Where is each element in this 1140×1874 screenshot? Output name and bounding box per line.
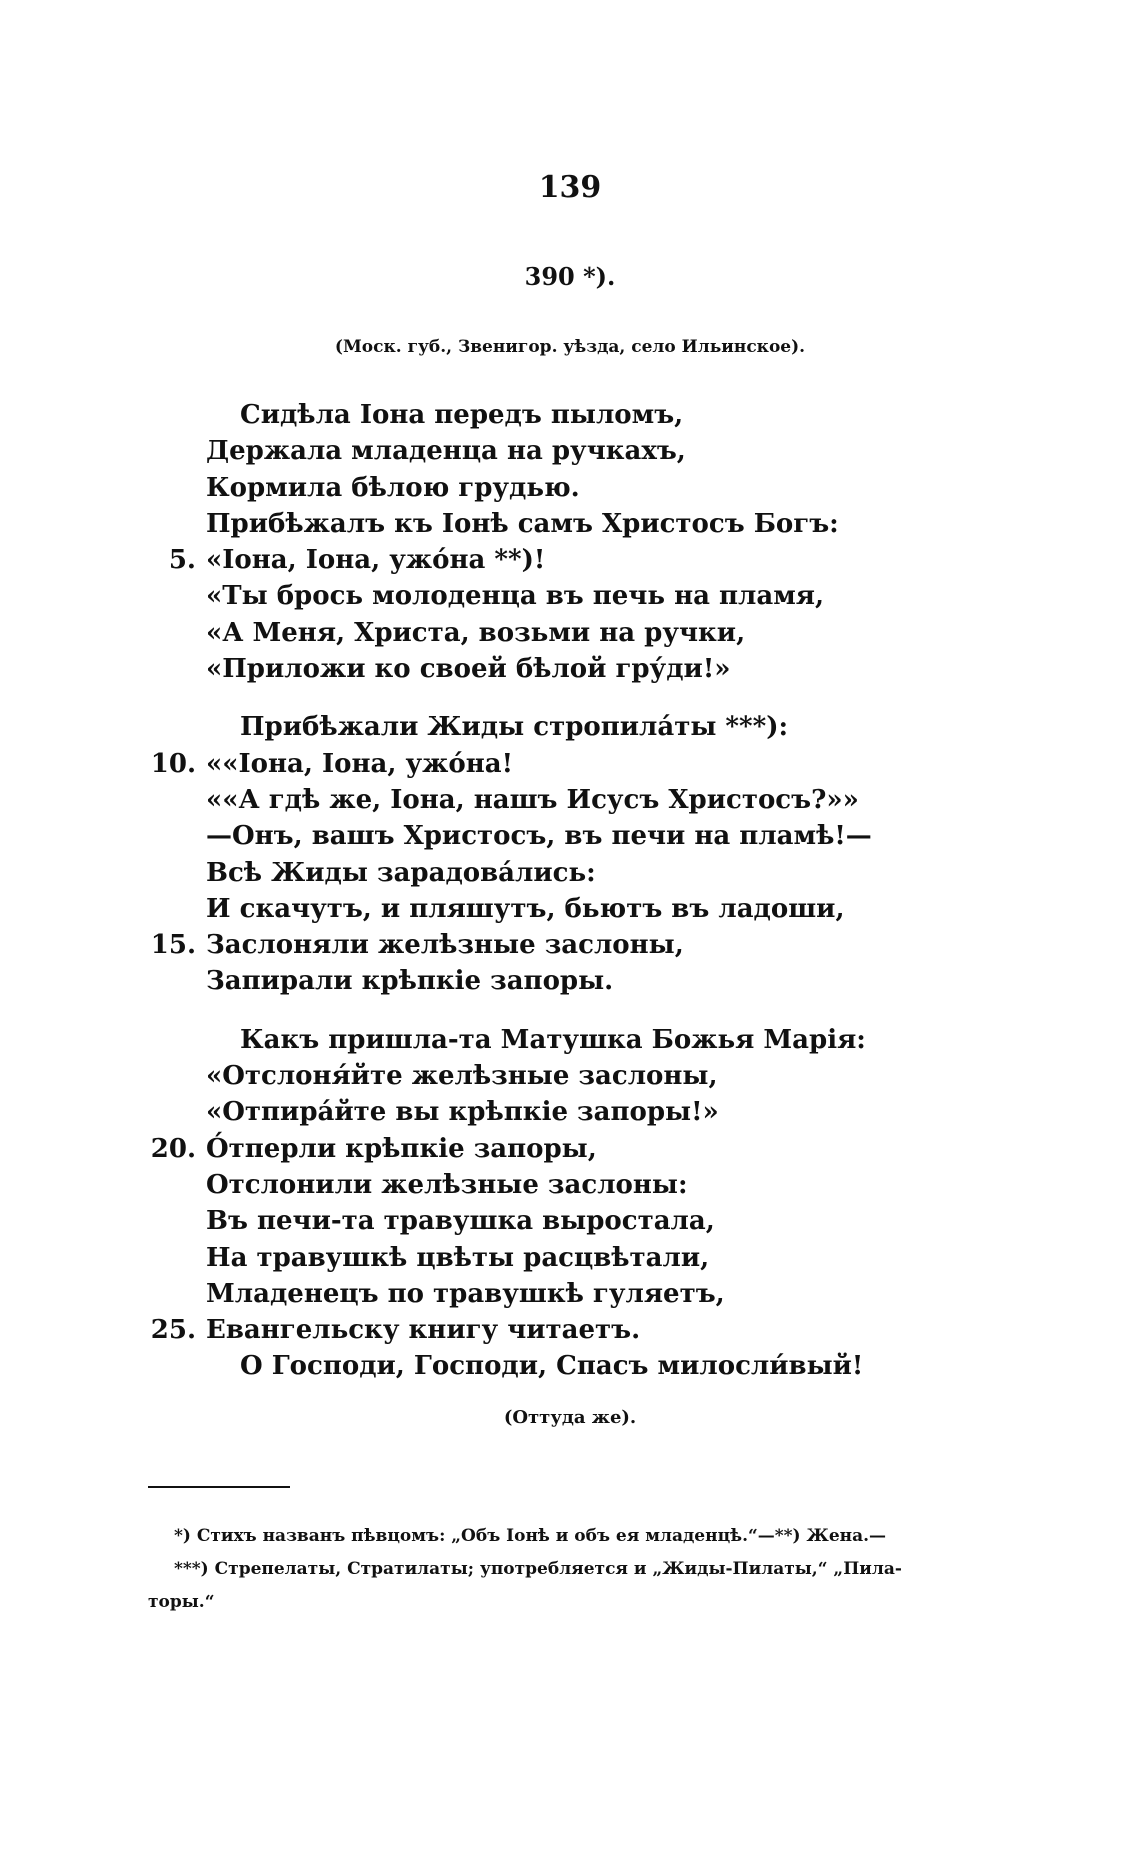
verse-line xyxy=(140,578,1000,614)
poem xyxy=(140,397,1000,1385)
verse-line xyxy=(140,963,1000,999)
verse-line xyxy=(140,1203,1000,1239)
verse-line xyxy=(140,615,1000,651)
verse-text: —Онъ, вашъ Христосъ, въ печи на пламѣ!— xyxy=(206,821,872,852)
verse-text: О Господи, Господи, Спасъ милосли́вый! xyxy=(240,1351,864,1382)
source-note: (Моск. губ., Звенигор. уѣзда, село Ильинское). xyxy=(334,337,806,357)
stanza xyxy=(140,1022,1000,1385)
verse-line xyxy=(140,397,1000,433)
verse-line xyxy=(140,746,1000,782)
verse-text: ««Іона, Іона, ужо́на! xyxy=(206,748,513,779)
page-number: 139 xyxy=(538,170,602,205)
footnote-divider xyxy=(148,1486,290,1488)
verse-text: ««А гдѣ же, Іона, нашъ Исусъ Христосъ?»» xyxy=(206,784,859,815)
verse-line xyxy=(140,891,1000,927)
verse-text: Держала младенца на ручкахъ, xyxy=(206,436,686,467)
verse-line xyxy=(140,818,1000,854)
verse-text: Евангельску книгу читаетъ. xyxy=(206,1315,641,1346)
verse-line xyxy=(140,1167,1000,1203)
verse-line xyxy=(140,1094,1000,1130)
stanza xyxy=(140,397,1000,687)
footnote-line: ***) Стрепелаты, Стратилаты; употребляется и „Жиды-Пилаты,“ „Пила- xyxy=(174,1559,902,1579)
footnote-line: *) Стихъ названъ пѣвцомъ: „Объ Іонѣ и объ ея младенцѣ.“—**) Жена.— xyxy=(174,1526,887,1546)
verse-line xyxy=(140,782,1000,818)
verse-text: «А Меня, Христа, возьми на ручки, xyxy=(206,617,746,648)
verse-text: Всѣ Жиды зарадова́лись: xyxy=(206,857,596,888)
verse-text: И скачутъ, и пляшутъ, бьютъ въ ладоши, xyxy=(206,893,845,924)
verse-line xyxy=(140,1240,1000,1276)
line-number: 20. xyxy=(150,1133,196,1164)
verse-text: «Отслоня́йте желѣзные заслоны, xyxy=(206,1061,718,1092)
verse-text: Сидѣла Іона передъ пыломъ, xyxy=(240,400,684,430)
verse-text: Запирали крѣпкіе запоры. xyxy=(206,966,614,997)
verse-line xyxy=(140,1022,1000,1058)
verse-line xyxy=(140,1348,1000,1384)
footnotes xyxy=(148,1520,954,1619)
song-number: 390 *). xyxy=(524,262,616,291)
verse-text: «Отпира́йте вы крѣпкіе запоры!» xyxy=(206,1097,719,1128)
verse-text: Въ печи-та травушка выростала, xyxy=(206,1206,715,1237)
line-number: 15. xyxy=(150,930,196,961)
verse-text: О́тперли крѣпкіе запоры, xyxy=(206,1133,597,1164)
verse-text: Кормила бѣлою грудью. xyxy=(206,472,580,503)
line-number: 5. xyxy=(168,545,196,576)
verse-line xyxy=(140,506,1000,542)
verse-text: «Приложи ко своей бѣлой гру́ди!» xyxy=(206,654,731,685)
verse-line xyxy=(140,1312,1000,1348)
verse-line xyxy=(140,1131,1000,1167)
verse-line xyxy=(140,709,1000,745)
verse-text: «Ты брось молоденца въ печь на пламя, xyxy=(206,581,825,612)
verse-text: «Іона, Іона, ужо́на **)! xyxy=(206,545,546,576)
verse-line xyxy=(140,542,1000,578)
attribution: (Оттуда же). xyxy=(503,1407,637,1428)
verse-line xyxy=(140,927,1000,963)
verse-text: Младенецъ по травушкѣ гуляетъ, xyxy=(206,1278,725,1309)
line-number: 10. xyxy=(150,748,196,779)
verse-line xyxy=(140,651,1000,687)
verse-text: Прибѣжали Жиды стропила́ты ***): xyxy=(240,712,789,743)
verse-text: Отслонили желѣзные заслоны: xyxy=(206,1169,688,1200)
verse-text: Заслоняли желѣзные заслоны, xyxy=(206,930,684,961)
verse-text: На травушкѣ цвѣты расцвѣтали, xyxy=(206,1242,710,1273)
verse-line xyxy=(140,1058,1000,1094)
verse-line xyxy=(140,433,1000,469)
footnote-line: торы.“ xyxy=(148,1592,215,1612)
line-number: 25. xyxy=(150,1315,196,1346)
verse-line xyxy=(140,470,1000,506)
verse-text: Прибѣжалъ къ Іонѣ самъ Христосъ Богъ: xyxy=(206,508,839,539)
verse-line xyxy=(140,1276,1000,1312)
stanza xyxy=(140,709,1000,999)
verse-line xyxy=(140,855,1000,891)
verse-text: Какъ пришла-та Матушка Божья Марія: xyxy=(240,1024,866,1055)
